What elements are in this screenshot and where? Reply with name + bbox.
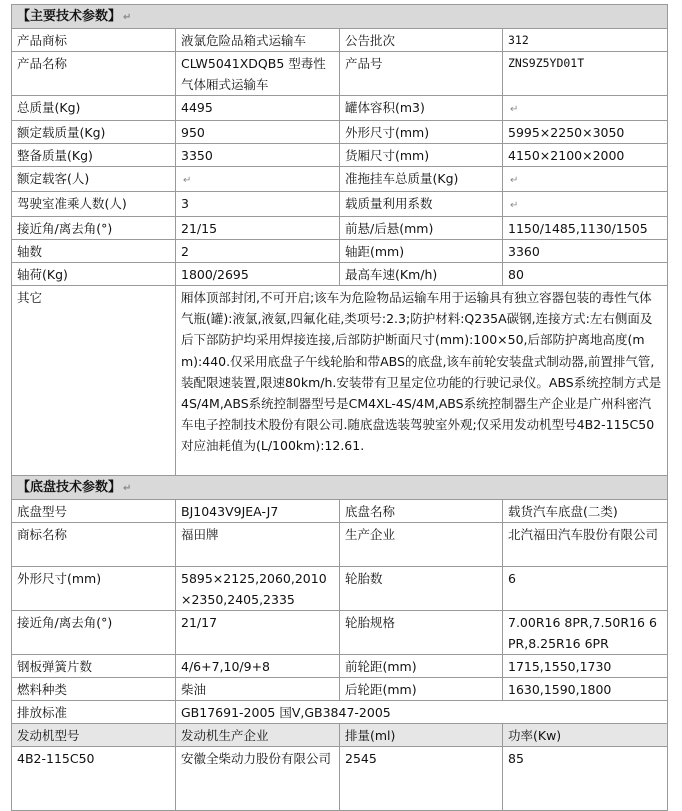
table-row — [12, 567, 668, 611]
label-cell: 轴距(mm) — [340, 240, 503, 263]
other-label: 其它 — [12, 286, 176, 476]
other-description: 厢体顶部封闭,不可开启;该车为危险物品运输车用于运输具有独立容器包装的毒性气体气瓶(罐):液氯,液氨,四氟化硅,类项号:2.3;防护材料:Q235A碳钢,连接方式:左右侧面及后下部防护均采用焊接连接,后部防护断面尺寸(mm):100×50,后部防护离地高度(mm):440.仅采用底盘子午线轮胎和带ABS的底盘,该车前轮安装盘式制动器,前置排气管,装配限速装置,限速80km/h.安装带有卫星定位功能的行驶记录仪。ABS系统控制方式是4S/4M,ABS系统控制器型号是CM4XL-4S/4M,ABS系统控制器生产企业是广州科密汽车电子控制技术股份有限公司.随底盘选装驾驶室外观;仅采用发动机型号4B2-115C50对应油耗值为(L/100km):12.61. — [176, 286, 668, 476]
spec-document — [11, 4, 667, 811]
label-cell: 底盘名称 — [340, 500, 503, 523]
label-cell: 商标名称 — [12, 523, 176, 567]
table-row — [12, 240, 668, 263]
value-cell: ↵ — [503, 96, 668, 121]
value-cell: 2 — [176, 240, 340, 263]
value-cell: ↵ — [176, 167, 340, 192]
displacement-value: 2545 — [340, 747, 503, 811]
label-cell: 货厢尺寸(mm) — [340, 144, 503, 167]
label-cell: 轮胎规格 — [340, 611, 503, 655]
chassis-section-title: 【底盘技术参数】 ↵ — [12, 476, 668, 500]
label-cell: 底盘型号 — [12, 500, 176, 523]
value-cell: 1630,1590,1800 — [503, 678, 668, 701]
label-cell: 前悬/后悬(mm) — [340, 217, 503, 240]
value-cell: 载货汽车底盘(二类) — [503, 500, 668, 523]
table-row — [12, 52, 668, 96]
label-cell: 后轮距(mm) — [340, 678, 503, 701]
label-cell: 燃料种类 — [12, 678, 176, 701]
spec-table — [11, 4, 668, 811]
table-row — [12, 523, 668, 567]
label-cell: 轴数 — [12, 240, 176, 263]
label-cell: 产品名称 — [12, 52, 176, 96]
value-cell: 80 — [503, 263, 668, 286]
label-cell: 最高车速(Km/h) — [340, 263, 503, 286]
table-row — [12, 96, 668, 121]
table-row — [12, 611, 668, 655]
value-cell: 7.00R16 8PR,7.50R16 6PR,8.25R16 6PR — [503, 611, 668, 655]
value-cell: CLW5041XDQB5 型毒性气体厢式运输车 — [176, 52, 340, 96]
value-cell: 福田牌 — [176, 523, 340, 567]
chassis-section-header — [12, 476, 668, 500]
label-cell: 外形尺寸(mm) — [12, 567, 176, 611]
table-row — [12, 121, 668, 144]
label-cell: 额定载质量(Kg) — [12, 121, 176, 144]
value-cell: 5895×2125,2060,2010×2350,2405,2335 — [176, 567, 340, 611]
label-cell: 额定载客(人) — [12, 167, 176, 192]
value-cell: 1150/1485,1130/1505 — [503, 217, 668, 240]
engine-header-row — [12, 724, 668, 747]
label-cell: 接近角/离去角(°) — [12, 217, 176, 240]
main-section-header — [12, 5, 668, 29]
value-cell: 液氯危险品箱式运输车 — [176, 29, 340, 52]
engine-model-header: 发动机型号 — [12, 724, 176, 747]
label-cell: 总质量(Kg) — [12, 96, 176, 121]
value-cell: ↵ — [503, 192, 668, 217]
value-cell: 5995×2250×3050 — [503, 121, 668, 144]
table-row — [12, 500, 668, 523]
label-cell: 公告批次 — [340, 29, 503, 52]
label-cell: 产品号 — [340, 52, 503, 96]
engine-maker-header: 发动机生产企业 — [176, 724, 340, 747]
value-cell: 1715,1550,1730 — [503, 655, 668, 678]
main-section-title: 【主要技术参数】 ↵ — [12, 5, 668, 29]
other-row — [12, 286, 668, 476]
label-cell: 载质量利用系数 — [340, 192, 503, 217]
engine-model: 4B2-115C50 — [12, 747, 176, 811]
table-row — [12, 217, 668, 240]
value-cell: 3360 — [503, 240, 668, 263]
value-cell: 312 — [503, 29, 668, 52]
value-cell: 1800/2695 — [176, 263, 340, 286]
label-cell: 接近角/离去角(°) — [12, 611, 176, 655]
label-cell: 轴荷(Kg) — [12, 263, 176, 286]
emission-label: 排放标准 — [12, 701, 176, 724]
label-cell: 整备质量(Kg) — [12, 144, 176, 167]
emission-value: GB17691-2005 国Ⅴ,GB3847-2005 — [176, 701, 668, 724]
table-row — [12, 192, 668, 217]
value-cell: 3350 — [176, 144, 340, 167]
label-cell: 轮胎数 — [340, 567, 503, 611]
value-cell: 21/17 — [176, 611, 340, 655]
value-cell: 4/6+7,10/9+8 — [176, 655, 340, 678]
engine-maker: 安徽全柴动力股份有限公司 — [176, 747, 340, 811]
value-cell: 4150×2100×2000 — [503, 144, 668, 167]
value-cell: 6 — [503, 567, 668, 611]
label-cell: 生产企业 — [340, 523, 503, 567]
value-cell: 950 — [176, 121, 340, 144]
value-cell: 4495 — [176, 96, 340, 121]
power-header: 功率(Kw) — [503, 724, 668, 747]
table-row — [12, 263, 668, 286]
displacement-header: 排量(ml) — [340, 724, 503, 747]
label-cell: 驾驶室准乘人数(人) — [12, 192, 176, 217]
label-cell: 罐体容积(m3) — [340, 96, 503, 121]
value-cell: 北汽福田汽车股份有限公司 — [503, 523, 668, 567]
power-value: 85 — [503, 747, 668, 811]
value-cell: 柴油 — [176, 678, 340, 701]
table-row — [12, 144, 668, 167]
label-cell: 外形尺寸(mm) — [340, 121, 503, 144]
table-row — [12, 29, 668, 52]
value-cell: BJ1043V9JEA-J7 — [176, 500, 340, 523]
label-cell: 钢板弹簧片数 — [12, 655, 176, 678]
label-cell: 前轮距(mm) — [340, 655, 503, 678]
emission-row — [12, 701, 668, 724]
label-cell: 准拖挂车总质量(Kg) — [340, 167, 503, 192]
value-cell: 3 — [176, 192, 340, 217]
value-cell: ZNS9Z5YD01T — [503, 52, 668, 96]
table-row — [12, 678, 668, 701]
table-row — [12, 167, 668, 192]
value-cell: 21/15 — [176, 217, 340, 240]
value-cell: ↵ — [503, 167, 668, 192]
label-cell: 产品商标 — [12, 29, 176, 52]
table-row — [12, 655, 668, 678]
